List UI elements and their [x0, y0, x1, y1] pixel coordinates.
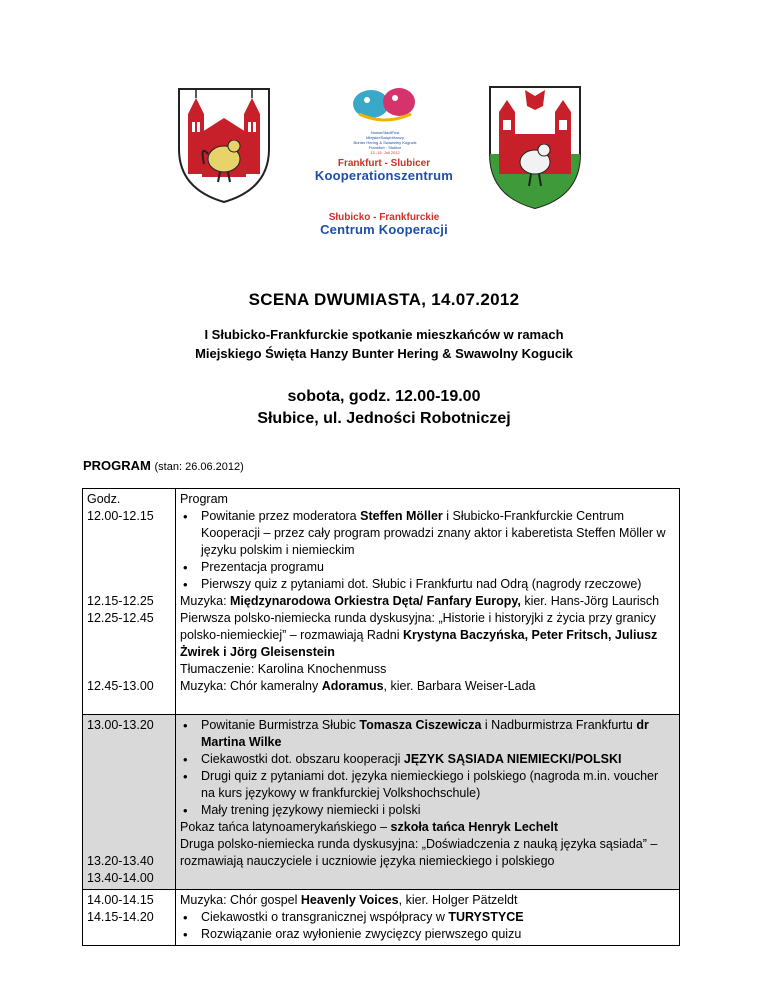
table-row: [83, 489, 680, 715]
koop-pl-big: Centrum Kooperacji: [320, 222, 448, 237]
fest-line3: Bunter Hering & Swawolny Kogucik: [353, 140, 417, 145]
program-item: Muzyka: Chór kameralny Adoramus, kier. Barbara Weiser-Lada: [180, 679, 536, 693]
program-item: Pokaz tańca latynoamerykańskiego – szkoła tańca Henryk Lechelt: [180, 820, 558, 834]
time-slot: 13.20-13.40: [87, 854, 154, 868]
koop-pl-small: Słubicko - Frankfurckie: [328, 212, 440, 223]
program-cell: [176, 890, 680, 946]
program-item: Tłumaczenie: Karolina Knochenmuss: [180, 662, 387, 676]
time-slot: 12.45-13.00: [87, 679, 154, 693]
time-cell: [83, 489, 176, 715]
program-cell: [176, 715, 680, 890]
list-item: • Rozwiązanie oraz wyłonienie zwycięzcy pierwszego quizu: [180, 926, 675, 943]
list-item: • Mały trening językowy niemiecki i polski: [180, 802, 675, 819]
page-title: SCENA DWUMIASTA, 14.07.2012: [248, 290, 520, 309]
subtitle-line1: I Słubicko-Frankfurckie spotkanie mieszkańców w ramach: [204, 327, 564, 342]
program-item: Muzyka: Międzynarodowa Orkiestra Dęta/ Fanfary Europy, kier. Hans-Jörg Laurisch: [180, 594, 660, 608]
program-item: Druga polsko-niemiecka runda dyskusyjna: „Doświadczenia z nauką języka sąsiada” – rozmawiają nauczyciele i uczniowie języka niemieckiego i polskiego: [180, 837, 658, 868]
header-logos: [0, 0, 768, 260]
table-row: [83, 890, 680, 946]
time-header: Godz.: [87, 492, 121, 506]
list-item: • Ciekawostki o transgranicznej współpracy w TURYSTYCE: [180, 909, 675, 926]
centrum-kooperacji-logo: [284, 212, 484, 237]
fest-line4: Frankfurt · Słubice: [368, 145, 402, 150]
fest-date: 13.-15. Juli 2012: [370, 150, 400, 155]
list-item: • Prezentacja programu: [180, 559, 675, 576]
fest-logo-text: [352, 130, 418, 155]
koop-de-small: Frankfurt - Slubicer: [337, 158, 431, 169]
table-row: [83, 715, 680, 890]
slubice-coat-of-arms: [174, 84, 274, 204]
program-label: PROGRAM: [83, 458, 151, 473]
list-item: • Powitanie Burmistrza Słubic Tomasza Ciszewicza i Nadburmistrza Frankfurtu dr Martina Wilke: [180, 717, 675, 751]
koop-de-big: Kooperationszentrum: [314, 168, 454, 183]
program-item: Muzyka: Chór gospel Heavenly Voices, kier. Holger Pätzeldt: [180, 893, 518, 907]
event-date-place: [0, 386, 768, 430]
time-slot: 13.00-13.20: [87, 718, 154, 732]
fest-line1: HanseStadtFest: [370, 130, 400, 135]
time-slot: 14.15-14.20: [87, 910, 154, 924]
fest-line2: MiejskieŚwiętoHanzy: [366, 135, 404, 140]
list-item: • Drugi quiz z pytaniami dot. języka niemieckiego i polskiego (nagroda m.in. voucher na kurs językowy w frankfurckiej Volkshochschule): [180, 768, 675, 802]
list-item: • Ciekawostki dot. obszaru kooperacji JĘZYK SĄSIADA NIEMIECKI/POLSKI: [180, 751, 675, 768]
time-slot: 12.15-12.25: [87, 594, 154, 608]
date-line: sobota, godz. 12.00-19.00: [287, 388, 481, 405]
kooperationszentrum-logo: [284, 158, 484, 183]
event-subtitle: [0, 325, 768, 363]
program-item: Pierwsza polsko-niemiecka runda dyskusyjna: „Historie i historyjki z życia przy granicy polsko-niemieckiej” – rozmawiają Radni Krystyna Baczyńska, Peter Fritsch, Juliusz Żwirek i Jörg Gleisenstein: [180, 611, 658, 659]
time-slot: 12.00-12.15: [87, 509, 154, 523]
time-slot: 14.00-14.15: [87, 893, 154, 907]
program-status: (stan: 26.06.2012): [154, 461, 244, 473]
list-item: • Pierwszy quiz z pytaniami dot. Słubic i Frankfurtu nad Odrą (nagrody rzeczowe): [180, 576, 675, 593]
program-cell: [176, 489, 680, 715]
subtitle-line2: Miejskiego Święta Hanzy Bunter Hering & Swawolny Kogucik: [195, 346, 573, 361]
program-heading: [83, 458, 244, 473]
program-table: [82, 488, 680, 946]
frankfurt-coat-of-arms: [487, 84, 583, 210]
place-line: Słubice, ul. Jedności Robotniczej: [257, 410, 511, 427]
time-cell: [83, 715, 176, 890]
time-slot: 13.40-14.00: [87, 871, 154, 885]
program-header: Program: [180, 492, 228, 506]
time-slot: 12.25-12.45: [87, 611, 154, 625]
list-item: • Powitanie przez moderatora Steffen Möller i Słubicko-Frankfurckie Centrum Kooperacji – przez cały program prowadzi znany aktor i kaberetista Steffen Möller w języku polskim i niemieckim: [180, 508, 675, 559]
time-cell: [83, 890, 176, 946]
